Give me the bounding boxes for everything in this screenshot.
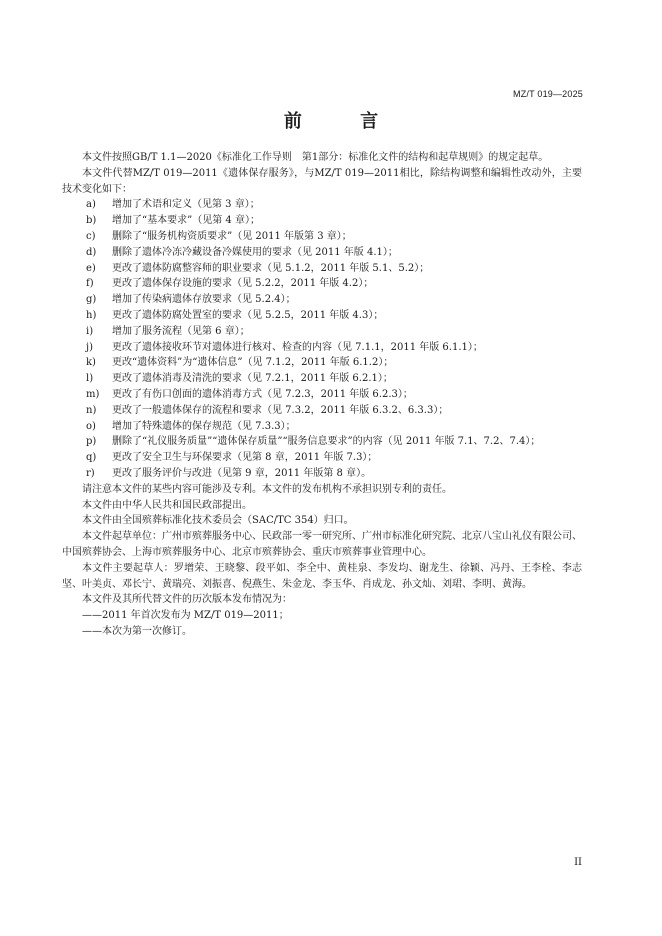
list-item-label: r)	[86, 467, 95, 479]
history-item: ——2011 年首次发布为 MZ/T 019—2011；	[82, 610, 289, 622]
list-item-label: d)	[86, 246, 97, 258]
list-item-text: 更改了遗体接收环节对遗体进行核对、检查的内容（见 7.1.1，2011 年版 6.1.1）；	[112, 341, 483, 353]
list-item-label: h)	[86, 309, 97, 321]
list-item-label: c)	[86, 230, 96, 242]
list-item-text: 删除了“礼仪服务质量”“遗体保存质量”“服务信息要求”的内容（见 2011 年版 7.1、7.2、7.4）；	[112, 436, 541, 448]
list-item	[62, 466, 582, 482]
page-title: 前 言	[283, 111, 405, 132]
list-item	[62, 213, 582, 229]
list-item	[62, 292, 582, 308]
drafters: 本文件主要起草人：罗增荣、王晓黎、段平如、李全中、黄桂泉、李发均、谢龙生、徐颖、冯丹、王李栓、李志坚、叶美贞、邓长宁、黄瑞亮、刘振喜、倪燕生、朱金龙、李玉华、肖成龙、孙文灿、刘珺、李明、黄海。	[62, 562, 582, 590]
list-item-text: 删除了“服务机构资质要求”（见 2011 年版第 3 章）；	[112, 230, 352, 242]
list-item	[62, 276, 582, 292]
history-intro: 本文件及其所代替文件的历次版本发布情况为：	[82, 594, 292, 606]
list-item-text: 更改了安全卫生与环保要求（见第 8 章，2011 年版 7.3）；	[112, 452, 378, 464]
list-item-text: 更改“遗体资料”为“遗体信息”（见 7.1.2，2011 年版 6.1.2）；	[112, 357, 394, 369]
list-item-label: k)	[86, 357, 96, 369]
document-code: MZ/T 019—2025	[513, 89, 583, 99]
list-item	[62, 450, 582, 466]
list-item-text: 更改了一般遗体保存的流程和要求（见 7.3.2，2011 年版 6.3.2、6.3.3）；	[112, 404, 449, 416]
list-item	[62, 371, 582, 387]
page-number: II	[574, 857, 582, 868]
list-item	[62, 324, 582, 340]
list-item-label: b)	[86, 215, 97, 227]
list-item-label: q)	[86, 452, 97, 464]
list-item	[62, 197, 582, 213]
list-item-text: 更改了遗体保存设施的要求（见 5.2.2，2011 年版 4.2）；	[112, 278, 374, 290]
list-item	[62, 403, 582, 419]
committee-note: 本文件由全国殡葬标准化技术委员会（SAC/TC 354）归口。	[82, 515, 354, 527]
list-item-label: l)	[86, 373, 94, 385]
intro-paragraph: 本文件代替MZ/T 019—2011《遗体保存服务》，与MZ/T 019—2011相比，除结构调整和编辑性改动外，主要技术变化如下：	[62, 167, 582, 195]
list-item-label: m)	[86, 388, 100, 400]
list-item-text: 更改了服务评价与改进（见第 9 章，2011 年版第 8 章）。	[112, 467, 372, 479]
list-item-text: 增加了传染病遗体存放要求（见 5.2.4）；	[112, 294, 296, 306]
list-item	[62, 419, 582, 435]
list-item-label: n)	[86, 404, 97, 416]
list-item-label: j)	[86, 341, 94, 353]
patent-note: 请注意本文件的某些内容可能涉及专利。本文件的发布机构不承担识别专利的责任。	[82, 483, 452, 495]
list-item-label: o)	[86, 420, 96, 432]
list-item	[62, 245, 582, 261]
list-item	[62, 387, 582, 403]
list-item-label: e)	[86, 262, 96, 274]
list-item-text: 增加了术语和定义（见第 3 章）；	[112, 199, 260, 211]
intro-paragraph: 本文件按照GB/T 1.1—2020《标准化工作导则 第1部分：标准化文件的结构和起草规则》的规定起草。	[82, 152, 549, 163]
proposer-note: 本文件由中华人民共和国民政部提出。	[82, 499, 252, 511]
list-item	[62, 261, 582, 277]
history-item: ——本次为第一次修订。	[82, 625, 192, 637]
list-item-label: i)	[86, 325, 94, 337]
list-item	[62, 340, 582, 356]
list-item	[62, 355, 582, 371]
list-item	[62, 308, 582, 324]
list-item-text: 更改了遗体防腐整容师的职业要求（见 5.1.2，2011 年版 5.1、5.2）；	[112, 262, 430, 274]
foreword-body	[62, 150, 582, 640]
list-item-label: g)	[86, 294, 97, 306]
list-item-text: 增加了“基本要求”（见第 4 章）；	[112, 215, 260, 227]
list-item	[62, 229, 582, 245]
list-item-label: p)	[86, 436, 97, 448]
list-item-text: 更改了有伤口创面的遗体消毒方式（见 7.2.3，2011 年版 6.2.3）；	[112, 388, 413, 400]
list-item-text: 增加了特殊遗体的保存规范（见 7.3.3）；	[112, 420, 296, 432]
list-item	[62, 434, 582, 450]
list-item-text: 增加了服务流程（见第 6 章）；	[112, 325, 250, 337]
list-item-text: 删除了遗体冷冻冷藏设备冷媒使用的要求（见 2011 年版 4.1）；	[112, 246, 398, 258]
changes-list	[62, 197, 582, 481]
list-item-text: 更改了遗体消毒及清洗的要求（见 7.2.1，2011 年版 6.2.1）；	[112, 373, 393, 385]
list-item-label: a)	[86, 199, 96, 211]
drafting-units: 本文件起草单位：广州市殡葬服务中心、民政部一零一研究所、广州市标准化研究院、北京八宝山礼仪有限公司、中国殡葬协会、上海市殡葬服务中心、北京市殡葬协会、重庆市殡葬事业管理中心。	[62, 531, 582, 558]
list-item-label: f)	[86, 278, 94, 290]
list-item-text: 更改了遗体防腐处置室的要求（见 5.2.5，2011 年版 4.3）；	[112, 309, 384, 321]
